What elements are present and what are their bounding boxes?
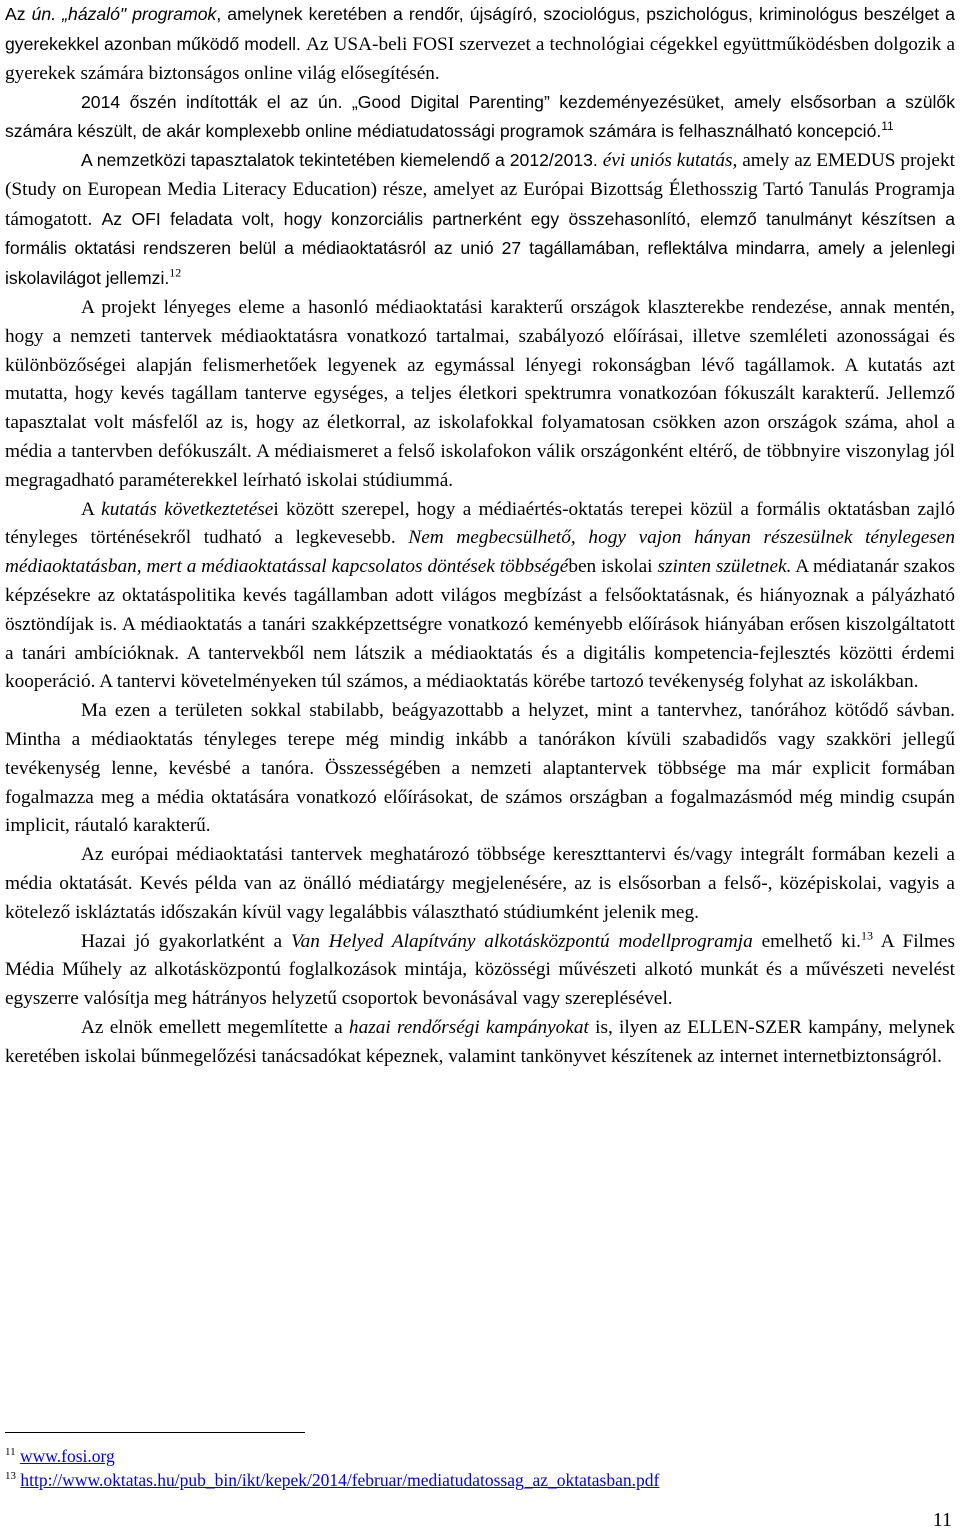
paragraph-2-text: 2014 őszén indították el az ún. „Good Digital Parenting” kezdeményezésüket, amely elsősorban a szülők számára készült, de akár komplexebb online médiatudatossági programok számára is felhasználható koncepció. [5,92,955,142]
paragraph-1 [5,0,955,88]
document-page [5,0,955,1071]
paragraph-8-intro: Hazai jó gyakorlatként a [81,930,291,952]
paragraph-9-intro: Az elnök emellett megemlítette a [81,1016,349,1038]
footnote-ref-11[interactable]: 11 [881,119,894,134]
footnote-13 [5,1468,659,1492]
paragraph-9-text: is, ilyen az ELLEN-SZER kampány, melynek keretében iskolai bűnmegelőzési tanácsadókat képeznek, valamint tankönyvet készítenek az internet internetbiztonságról. [5,1016,955,1067]
paragraph-5-emphasis-1: kutatás következtetése [101,498,274,520]
paragraph-9 [5,1014,955,1072]
page-number: 11 [932,1509,952,1531]
footnote-ref-12[interactable]: 12 [169,265,182,280]
paragraph-3-ofi: Az OFI feladata volt, hogy konzorciális partnerként egy összehasonlító, elemző tanulmányt készítsen a formális oktatási rendszeren belül a médiaoktatásról az unió 27 tagállamában, reflektálva mindarra, amely a jelenlegi iskolavilágot jellemzi. [5,208,955,289]
footnote-number: 11 [5,1446,16,1459]
paragraph-8-emphasis: Van Helyed Alapítvány alkotásközpontú modellprogramja [290,930,753,952]
paragraph-1-intro: Az [5,4,32,24]
paragraph-3-text: amely az EMEDUS projekt (Study on European Media Literacy Education) része, amelyet az Európai Bizottság Élethosszig Tartó Tanulás Programja támogatott. [5,149,955,230]
paragraph-6: Ma ezen a területen sokkal stabilabb, beágyazottabb a helyzet, mint a tantervhez, tanórához kötődő sávban. Mintha a médiaoktatás tényleges terepe még mindig inkább a tanórákon kívüli szabadidős vagy szakköri jellegű tevékenység lenne, kevésbé a tanóra. Összességében a nemzeti alaptantervek többsége ma már explicit formában fogalmazza meg a média oktatására vonatkozó előírásokat, de számos országban a fogalmazásmód még mindig csupán implicit, ráutaló karakterű. [5,700,955,837]
paragraph-1-text: , amelynek keretében a rendőr, újságíró, szociológus, pszichológus, kriminológus beszélget a gyerekekkel azonban működő modell. [5,4,955,54]
footnote-link-fosi[interactable]: www.fosi.org [19,1446,115,1466]
paragraph-8-text-1: emelhető ki. [752,930,861,952]
paragraph-2 [5,88,955,146]
paragraph-1-emphasis: ún. „házaló" programok [31,4,217,24]
footnote-ref-13[interactable]: 13 [860,928,873,943]
paragraph-4: A projekt lényeges eleme a hasonló médiaoktatási karakterű országok klaszterekbe rendezése, annak mentén, hogy a nemzeti tantervek médiaoktatásra vonatkozó tartalmai, szabályozó előírásai, illetve szemléleti azonosságai és különbözőségei alapján felismerhetőek legyenek az egymással lényegi rokonságban lévő tagállamok. A kutatás azt mutatta, hogy kevés tagállam tanterve egységes, a teljes életkori spektrumra vonatkozóan fókuszált karakterű. Jellemző tapasztalat volt másfelől az is, hogy az életkorral, az iskolafokkal folyamatosan csökken azon országok száma, ahol a média a tantervben defókuszált. A médiaismeret a felső iskolafokon válik országonként eltérő, de többnyire viszonylag jól megragadható paraméterekkel leírható iskolai stúdiummá. [5,296,955,491]
paragraph-7: Az európai médiaoktatási tantervek meghatározó többsége kereszttantervi és/vagy integrált formában kezeli a média oktatását. Kevés példa van az önálló médiatárgy megjelenésére, az is elsősorban a felső-, középiskolai, vagyis a kötelező iskláztatás időszakán kívül vagy legalábbis választható stúdiumként jelenik meg. [5,844,955,923]
footnote-link-oktatas[interactable]: http://www.oktatas.hu/pub_bin/ikt/kepek/2014/februar/mediatudatossag_az_oktatasban.pdf [20,1470,660,1490]
footnote-separator [5,1432,305,1433]
paragraph-9-emphasis: hazai rendőrségi kampányokat [348,1016,589,1038]
paragraph-5-text-1: i között szerepel, hogy a médiaértés-oktatás terepei közül a formális oktatásban zajló tényleges történésekről tudható a legkevesebb. [5,498,955,549]
paragraph-5-intro: A [81,498,102,520]
paragraph-8-text-2: A Filmes Média Műhely az alkotásközpontú foglalkozások mintája, közösségi művészeti alkotó munkát és a művészeti nevelést egyszerre valósítja meg hátrányos helyzetű csoportok bevonásával vagy szereplésével. [5,930,955,1010]
paragraph-3 [5,146,955,294]
paragraph-1-fosi: Az USA-beli FOSI szervezet a technológiai cégekkel együttműködésben dolgozik a gyerekek számára biztonságos online világ elősegítésén. [5,33,955,84]
paragraph-3-intro: A nemzetközi tapasztalatok tekintetében kiemelendő a 2012/2013. [81,149,603,170]
paragraph-8 [5,928,955,1014]
paragraph-5-emphasis-3: szinten születnek. [657,556,792,578]
footnotes [5,1444,659,1492]
footnote-number: 13 [5,1470,16,1483]
paragraph-5-text-3: A médiatanár szakos képzésekre az oktatáspolitika kevés tagállamban adott világos megbízást a felsőoktatásnak, és hiányoznak a pályázható ösztöndíjak is. A médiaoktatás a tanári szakképzettségre vonatkozó keményebb előírások hiányában erősen kiszolgáltatott a tanári ambícióknak. A tantervekből nem látszik a médiaoktatás és a digitális kompetencia-fejlesztés közötti érdemi kooperáció. A tantervi követelményeken túl számos, a médiaoktatás körébe tartozó tevékenység folyhat az iskolákban. [5,556,955,693]
paragraph-5-emphasis-2: Nem megbecsülhető, hogy vajon hányan részesülnek ténylegesen médiaoktatásban, mert a médiaoktatással kapcsolatos döntések többségé [5,527,956,578]
paragraph-5 [5,496,955,698]
footnote-11 [5,1444,659,1468]
paragraph-5-text-2: ben iskolai [568,556,658,578]
paragraph-3-emphasis: évi uniós kutatás, [602,149,738,171]
